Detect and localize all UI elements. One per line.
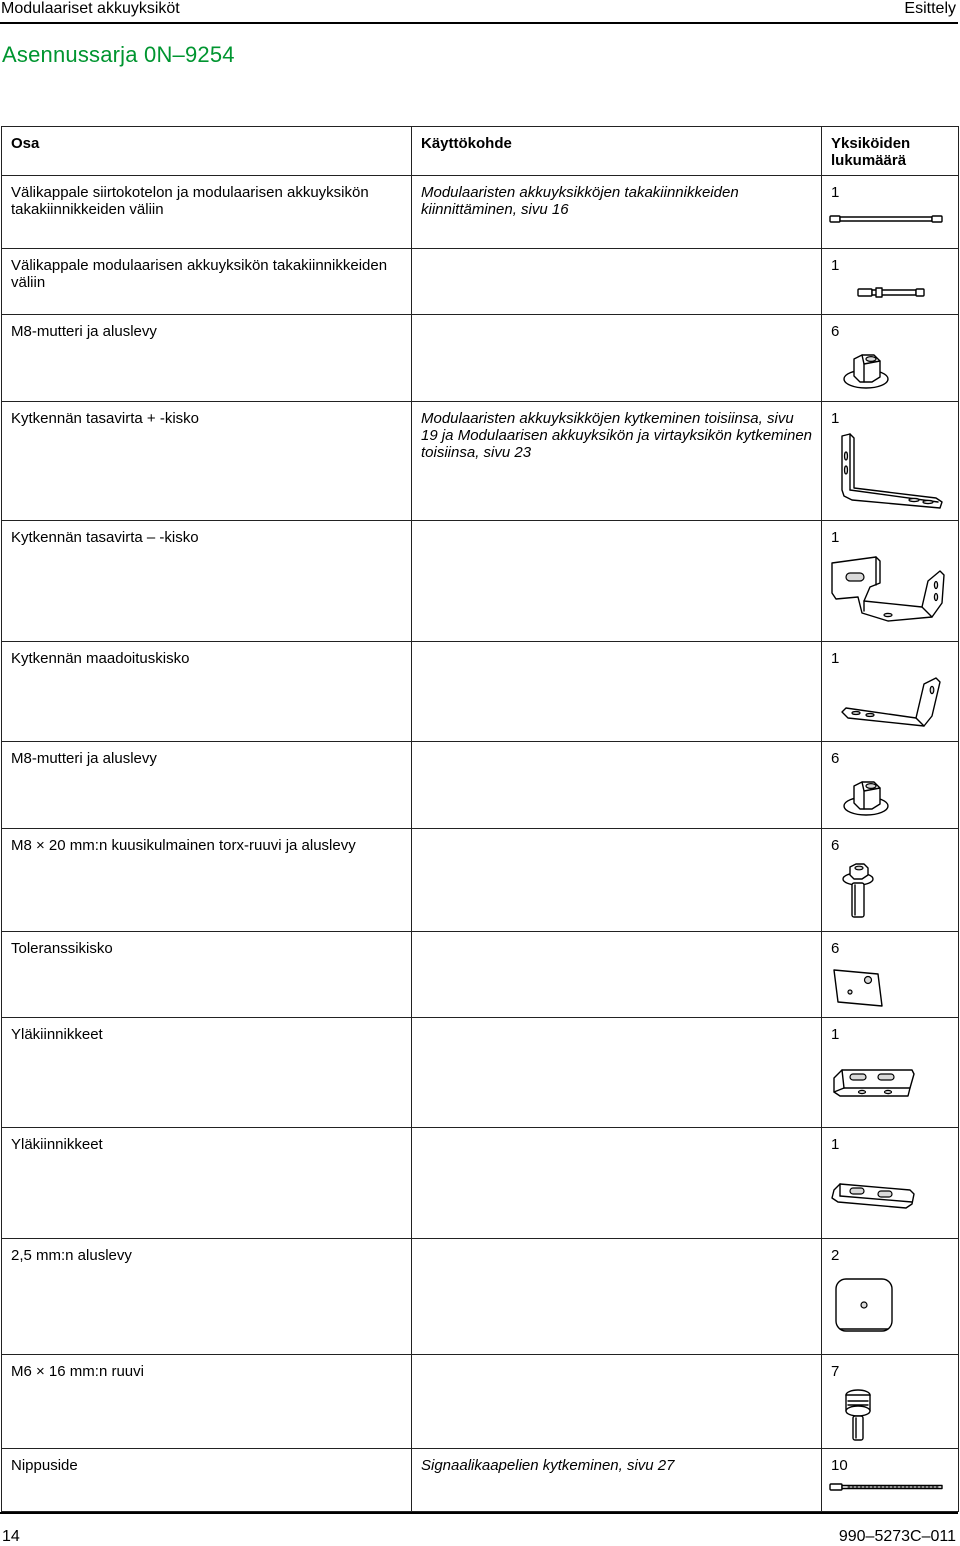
column-header-part: Osa bbox=[11, 135, 40, 152]
table-row bbox=[2, 742, 959, 829]
part-purpose bbox=[412, 1128, 821, 1142]
top-bracket-icon bbox=[828, 1066, 918, 1108]
part-name: Välikappale siirtokotelon ja modulaarisen akkuyksikön takakiinnikkeiden väliin bbox=[11, 184, 369, 218]
ground-busbar-icon bbox=[828, 676, 948, 730]
table-row bbox=[2, 829, 959, 932]
part-name: Yläkiinnikkeet bbox=[11, 1136, 103, 1153]
part-purpose: Modulaaristen akkuyksikköjen kytkeminen toisiinsa, sivu 19 ja Modulaarisen akkuyksikön ja virtayksikön kytkeminen toisiinsa, sivu 23 bbox=[421, 410, 813, 461]
dc-minus-busbar-icon bbox=[828, 553, 948, 635]
part-name: Yläkiinnikkeet bbox=[11, 1026, 103, 1043]
part-qty: 1 bbox=[831, 410, 840, 427]
hex-torx-screw-icon bbox=[828, 863, 888, 923]
part-name: M6 × 16 mm:n ruuvi bbox=[11, 1363, 144, 1380]
part-purpose bbox=[412, 1018, 821, 1032]
running-footer bbox=[0, 1512, 958, 1544]
top-bracket-small-icon bbox=[828, 1178, 918, 1212]
cable-tie-icon bbox=[828, 1481, 948, 1493]
dc-plus-busbar-icon bbox=[828, 432, 948, 512]
part-name: Kytkennän tasavirta + -kisko bbox=[11, 410, 200, 427]
part-purpose: Modulaaristen akkuyksikköjen takakiinnikkeiden kiinnittäminen, sivu 16 bbox=[421, 184, 739, 218]
part-name: Nippuside bbox=[11, 1457, 78, 1474]
table-row bbox=[2, 1355, 959, 1449]
part-name: Kytkennän tasavirta – -kisko bbox=[11, 529, 199, 546]
table-row bbox=[2, 249, 959, 315]
part-purpose: Signaalikaapelien kytkeminen, sivu 27 bbox=[421, 1457, 675, 1474]
running-header bbox=[0, 0, 958, 24]
m6-screw-icon bbox=[828, 1389, 888, 1445]
table-row bbox=[2, 176, 959, 249]
section-name: Modulaariset akkuyksiköt bbox=[1, 0, 180, 17]
part-purpose bbox=[412, 521, 821, 535]
column-header-purpose: Käyttökohde bbox=[421, 135, 512, 152]
part-purpose bbox=[412, 932, 821, 946]
part-qty: 1 bbox=[831, 257, 840, 274]
part-purpose bbox=[412, 315, 821, 329]
part-name: Toleranssikisko bbox=[11, 940, 113, 957]
part-qty: 1 bbox=[831, 1026, 840, 1043]
chapter-name: Esittely bbox=[904, 0, 956, 17]
part-purpose bbox=[412, 1239, 821, 1253]
part-name: 2,5 mm:n aluslevy bbox=[11, 1247, 132, 1264]
part-qty: 1 bbox=[831, 1136, 840, 1153]
part-name: Kytkennän maadoituskisko bbox=[11, 650, 190, 667]
hex-nut-washer-icon bbox=[828, 351, 888, 391]
short-spacer-rod-icon bbox=[828, 285, 928, 301]
part-purpose bbox=[412, 1355, 821, 1369]
part-qty: 6 bbox=[831, 750, 840, 767]
part-name: M8-mutteri ja aluslevy bbox=[11, 750, 157, 767]
table-row bbox=[2, 315, 959, 402]
part-qty: 7 bbox=[831, 1363, 840, 1380]
part-qty: 1 bbox=[831, 184, 840, 201]
page-title: Asennussarja 0N–9254 bbox=[2, 42, 235, 67]
part-purpose bbox=[412, 642, 821, 656]
table-row bbox=[2, 1018, 959, 1128]
table-row bbox=[2, 642, 959, 742]
part-qty: 2 bbox=[831, 1247, 840, 1264]
part-purpose bbox=[412, 829, 821, 843]
part-qty: 1 bbox=[831, 529, 840, 546]
part-name: M8 × 20 mm:n kuusikulmainen torx-ruuvi ja aluslevy bbox=[11, 837, 356, 854]
table-row bbox=[2, 521, 959, 642]
tolerance-plate-icon bbox=[828, 966, 888, 1010]
part-name: M8-mutteri ja aluslevy bbox=[11, 323, 157, 340]
page-number: 14 bbox=[2, 1528, 20, 1545]
part-purpose bbox=[412, 742, 821, 756]
square-washer-icon bbox=[828, 1273, 892, 1333]
part-qty: 6 bbox=[831, 940, 840, 957]
table-row bbox=[2, 402, 959, 521]
column-header-qty: Yksiköiden lukumäärä bbox=[831, 135, 911, 169]
part-qty: 10 bbox=[831, 1457, 848, 1474]
table-row bbox=[2, 1449, 959, 1512]
hex-nut-washer-icon bbox=[828, 778, 888, 818]
part-qty: 6 bbox=[831, 837, 840, 854]
table-header-row bbox=[2, 127, 959, 176]
part-name: Välikappale modulaarisen akkuyksikön takakiinnikkeiden väliin bbox=[11, 257, 388, 291]
table-row bbox=[2, 932, 959, 1018]
parts-table bbox=[1, 126, 959, 1512]
part-qty: 1 bbox=[831, 650, 840, 667]
document-number: 990–5273C–011 bbox=[838, 1528, 956, 1545]
table-row bbox=[2, 1239, 959, 1355]
table-row bbox=[2, 1128, 959, 1239]
part-purpose bbox=[412, 249, 821, 263]
long-spacer-rod-icon bbox=[828, 212, 943, 226]
part-qty: 6 bbox=[831, 323, 840, 340]
